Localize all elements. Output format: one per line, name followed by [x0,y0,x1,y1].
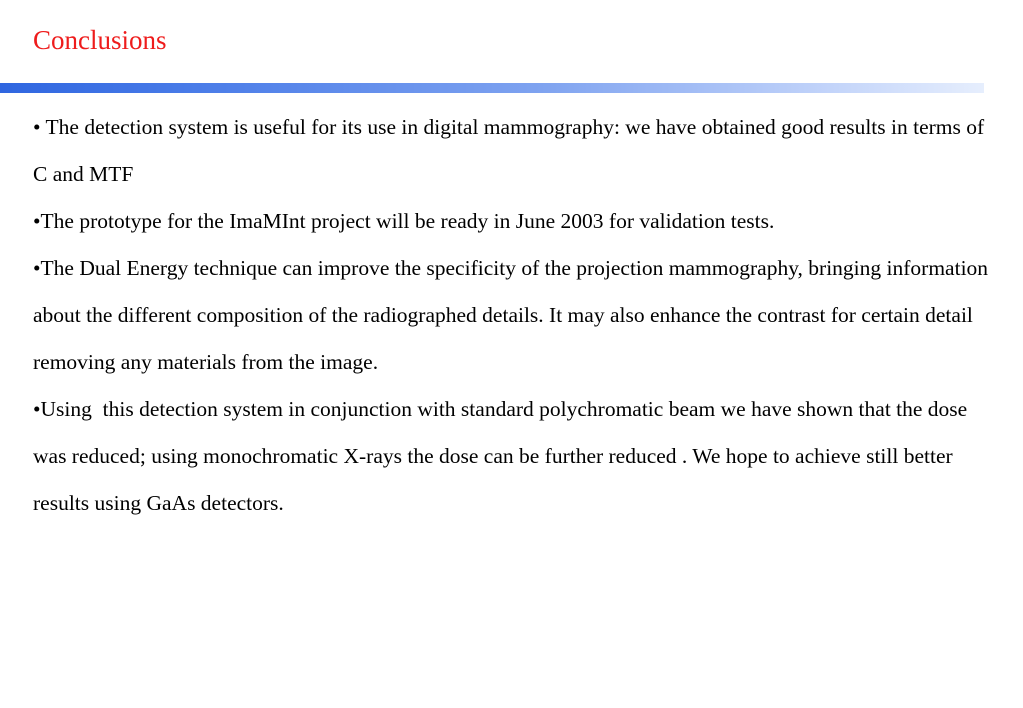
title-underline-gradient-bar [0,83,984,93]
bullet-point-3: •The Dual Energy technique can improve the specificity of the projection mammography, bringing information about the different composition of the radiographed details. It may also enhance the contrast for certain detail removing any materials from the image. [33,256,994,374]
slide-title: Conclusions [33,25,167,55]
bullet-point-2: •The prototype for the ImaMInt project will be ready in June 2003 for validation tests. [33,209,775,233]
bullet-point-4: •Using this detection system in conjunction with standard polychromatic beam we have shown that the dose was reduced; using monochromatic X-rays the dose can be further reduced . We hope to achieve still better results using GaAs detectors. [33,397,973,515]
bullet-point-1: • The detection system is useful for its use in digital mammography: we have obtained good results in terms of C and MTF [33,115,990,186]
conclusions-body [33,104,993,527]
